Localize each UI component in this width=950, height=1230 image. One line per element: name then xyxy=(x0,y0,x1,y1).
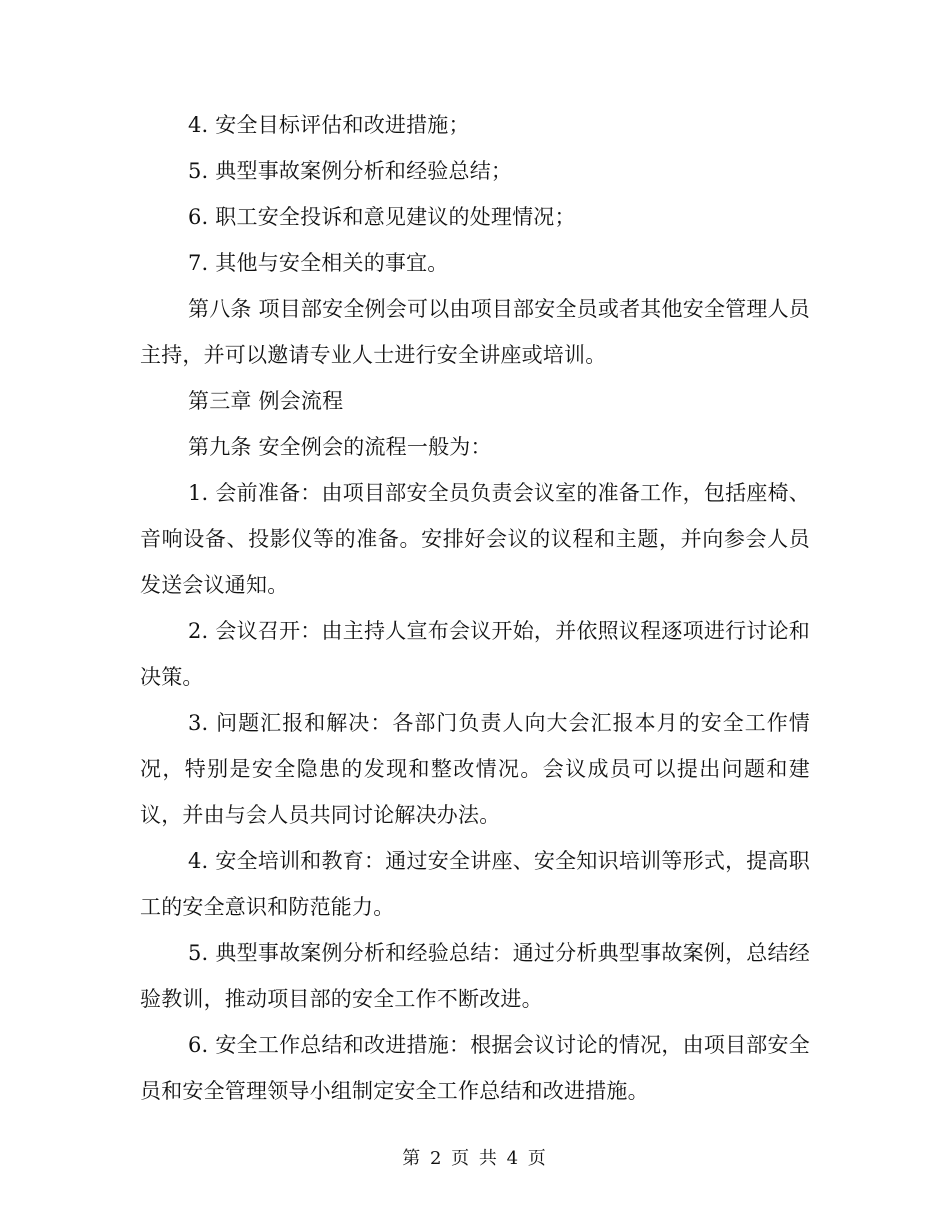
paragraph-item-7: 7. 其他与安全相关的事宜。 xyxy=(188,251,449,275)
process-step-5: 5. 典型事故案例分析和经验总结：通过分析典型事故案例，总结经验教训，推动项目部的安全工作不断改进。 xyxy=(140,941,810,1011)
process-step-6: 6. 安全工作总结和改进措施：根据会议讨论的情况，由项目部安全员和安全管理领导小组制定安全工作总结和改进措施。 xyxy=(140,1033,810,1103)
process-step-3: 3. 问题汇报和解决：各部门负责人向大会汇报本月的安全工作情况，特别是安全隐患的发现和整改情况。会议成员可以提出问题和建议，并由与会人员共同讨论解决办法。 xyxy=(140,711,810,827)
process-step-4: 4. 安全培训和教育：通过安全讲座、安全知识培训等形式，提高职工的安全意识和防范能力。 xyxy=(140,849,810,919)
paragraph-article-8: 第八条 项目部安全例会可以由项目部安全员或者其他安全管理人员主持，并可以邀请专业人士进行安全讲座或培训。 xyxy=(140,297,810,367)
paragraph-item-5: 5. 典型事故案例分析和经验总结； xyxy=(188,159,513,183)
process-step-1: 1. 会前准备：由项目部安全员负责会议室的准备工作，包括座椅、音响设备、投影仪等的准备。安排好会议的议程和主题，并向参会人员发送会议通知。 xyxy=(140,481,810,597)
page-number-footer: 第 2 页 共 4 页 xyxy=(402,1148,548,1169)
chapter-heading: 第三章 例会流程 xyxy=(188,389,344,413)
document-body xyxy=(140,102,810,1114)
paragraph-item-6: 6. 职工安全投诉和意见建议的处理情况； xyxy=(188,205,576,229)
paragraph-item-4: 4. 安全目标评估和改进措施； xyxy=(188,113,470,137)
process-step-2: 2. 会议召开：由主持人宣布会议开始，并依照议程逐项进行讨论和决策。 xyxy=(140,619,810,689)
paragraph-article-9: 第九条 安全例会的流程一般为： xyxy=(188,435,492,459)
